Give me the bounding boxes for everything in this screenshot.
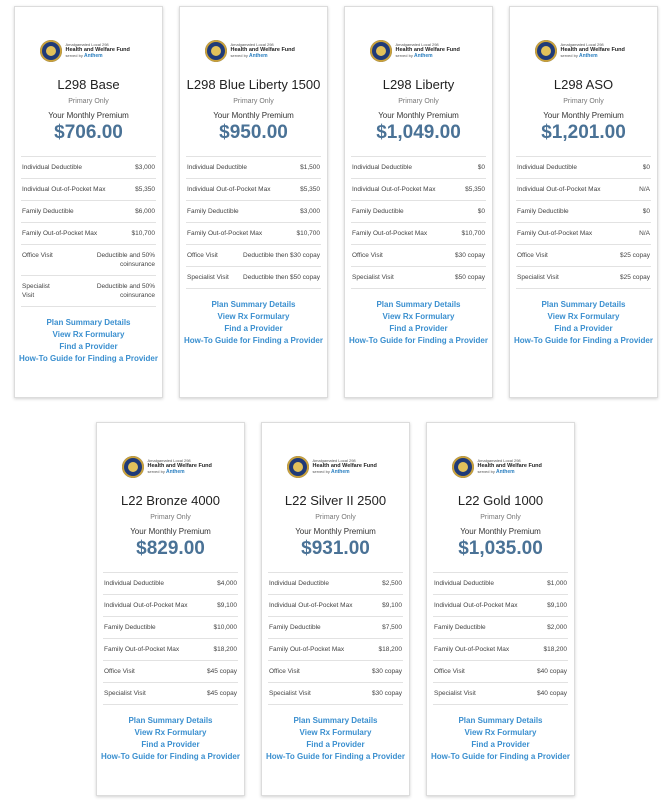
benefit-label: Individual Deductible xyxy=(517,164,577,171)
plan-summary-link[interactable]: Plan Summary Details xyxy=(541,300,626,309)
benefit-row xyxy=(186,267,321,289)
benefit-value: $0 xyxy=(642,164,650,171)
benefit-value: $10,700 xyxy=(461,230,485,237)
fund-logo xyxy=(510,39,657,63)
benefit-label: Individual Deductible xyxy=(352,164,412,171)
plan-name: L298 Liberty xyxy=(382,77,455,92)
plan-summary-link[interactable]: Plan Summary Details xyxy=(211,300,296,309)
benefit-value: $40 copay xyxy=(537,668,567,675)
benefit-row xyxy=(268,595,403,617)
benefit-row xyxy=(186,157,321,179)
premium-amount: $950.00 xyxy=(219,122,288,143)
premium-amount: $706.00 xyxy=(54,122,123,143)
benefit-row xyxy=(268,683,403,705)
find-provider-link[interactable]: Find a Provider xyxy=(59,342,118,351)
logo-line3: served by xyxy=(477,469,495,475)
benefit-value: $4,000 xyxy=(217,580,237,587)
logo-line2: Health and Welfare Fund xyxy=(395,46,460,53)
logo-line2: Health and Welfare Fund xyxy=(477,462,542,469)
benefit-row xyxy=(433,683,568,705)
benefit-table xyxy=(351,156,486,289)
benefit-label: Specialist Visit xyxy=(187,274,229,281)
benefit-label: Office Visit xyxy=(434,668,465,675)
benefit-value: $2,000 xyxy=(547,624,567,631)
benefit-label: Office Visit xyxy=(187,252,218,259)
fund-seal-icon xyxy=(287,456,309,478)
benefit-row xyxy=(516,179,651,201)
plan-summary-link[interactable]: Plan Summary Details xyxy=(293,716,378,725)
plan-name: L298 ASO xyxy=(553,77,614,92)
premium-label: Your Monthly Premium xyxy=(460,527,541,536)
benefit-row xyxy=(103,573,238,595)
benefit-row xyxy=(186,245,321,267)
premium-label: Your Monthly Premium xyxy=(130,527,211,536)
logo-line3: served by xyxy=(560,53,578,59)
benefit-row xyxy=(103,639,238,661)
plan-type: Primary Only xyxy=(68,98,109,105)
benefit-row xyxy=(516,201,651,223)
benefit-row xyxy=(516,245,651,267)
benefit-label: Specialist Visit xyxy=(352,274,394,281)
benefit-value: Deductible then $50 copay xyxy=(243,274,320,281)
benefit-value: $30 copay xyxy=(372,690,402,697)
logo-line1: Amalgamated Local 298 xyxy=(230,41,274,47)
benefit-row xyxy=(351,245,486,267)
logo-line3: served by xyxy=(395,53,413,59)
benefit-row xyxy=(103,617,238,639)
rx-formulary-link[interactable]: View Rx Formulary xyxy=(52,330,125,339)
benefit-label: Individual Deductible xyxy=(269,580,329,587)
plan-card-l298-base xyxy=(14,6,163,398)
benefit-value: $3,000 xyxy=(135,164,155,171)
benefit-row xyxy=(433,595,568,617)
benefit-row xyxy=(21,201,156,223)
rx-formulary-link[interactable]: View Rx Formulary xyxy=(134,728,207,737)
logo-brand: Anthem xyxy=(413,53,433,60)
plan-links xyxy=(514,299,653,347)
fund-logo xyxy=(15,39,162,63)
plan-links xyxy=(19,317,158,365)
benefit-value: $5,350 xyxy=(135,186,155,193)
fund-logo xyxy=(262,455,409,479)
premium-amount: $931.00 xyxy=(301,538,370,559)
plan-card-l298-aso xyxy=(509,6,658,398)
find-provider-link[interactable]: Find a Provider xyxy=(389,324,448,333)
benefit-label: Individual Out-of-Pocket Max xyxy=(517,186,601,193)
benefit-value: Deductible and 50% coinsurance xyxy=(96,252,155,268)
benefit-label: Individual Out-of-Pocket Max xyxy=(104,602,188,609)
benefit-value: $3,000 xyxy=(300,208,320,215)
benefit-value: $30 copay xyxy=(455,252,485,259)
premium-label: Your Monthly Premium xyxy=(378,111,459,120)
benefit-label: Individual Out-of-Pocket Max xyxy=(187,186,271,193)
benefit-label: Specialist Visit xyxy=(517,274,559,281)
plan-summary-link[interactable]: Plan Summary Details xyxy=(128,716,213,725)
benefit-label: Family Out-of-Pocket Max xyxy=(517,230,593,237)
find-provider-link[interactable]: Find a Provider xyxy=(141,740,200,749)
logo-line3: served by xyxy=(65,53,83,59)
benefit-row xyxy=(516,157,651,179)
logo-brand: Anthem xyxy=(165,469,185,476)
fund-seal-icon xyxy=(370,40,392,62)
benefit-value: $45 copay xyxy=(207,690,237,697)
premium-amount: $1,049.00 xyxy=(376,122,461,143)
plan-links xyxy=(431,715,570,763)
plan-summary-link[interactable]: Plan Summary Details xyxy=(376,300,461,309)
logo-line3: served by xyxy=(147,469,165,475)
benefit-row xyxy=(103,661,238,683)
how-to-guide-link[interactable]: How-To Guide for Finding a Provider xyxy=(431,752,570,761)
benefit-label: Specialist Visit xyxy=(434,690,476,697)
benefit-row xyxy=(351,157,486,179)
plan-name: L22 Bronze 4000 xyxy=(120,493,221,508)
benefit-row xyxy=(268,617,403,639)
plan-summary-link[interactable]: Plan Summary Details xyxy=(46,318,131,327)
benefit-value: $0 xyxy=(477,164,485,171)
plan-links xyxy=(184,299,323,347)
how-to-guide-link[interactable]: How-To Guide for Finding a Provider xyxy=(266,752,405,761)
fund-seal-icon xyxy=(122,456,144,478)
benefit-label: Family Out-of-Pocket Max xyxy=(104,646,180,653)
find-provider-link[interactable]: Find a Provider xyxy=(471,740,530,749)
rx-formulary-link[interactable]: View Rx Formulary xyxy=(299,728,372,737)
logo-line2: Health and Welfare Fund xyxy=(312,462,377,469)
fund-seal-icon xyxy=(40,40,62,62)
plan-card-l22-bronze-4000 xyxy=(96,422,245,796)
premium-amount: $1,201.00 xyxy=(541,122,626,143)
benefit-value: $7,500 xyxy=(382,624,402,631)
benefit-label: Family Deductible xyxy=(269,624,321,631)
benefit-value: $1,000 xyxy=(547,580,567,587)
plan-card-l298-blue-liberty-1500 xyxy=(179,6,328,398)
how-to-guide-link[interactable]: How-To Guide for Finding a Provider xyxy=(101,752,240,761)
fund-seal-icon xyxy=(452,456,474,478)
benefit-row xyxy=(516,223,651,245)
benefit-row xyxy=(433,617,568,639)
rx-formulary-link[interactable]: View Rx Formulary xyxy=(217,312,290,321)
benefit-label: Family Deductible xyxy=(434,624,486,631)
benefit-table xyxy=(268,572,403,705)
benefit-label: Individual Out-of-Pocket Max xyxy=(22,186,106,193)
benefit-label: Family Deductible xyxy=(352,208,404,215)
benefit-value: $5,350 xyxy=(300,186,320,193)
premium-label: Your Monthly Premium xyxy=(543,111,624,120)
plan-card-l298-liberty xyxy=(344,6,493,398)
logo-line1: Amalgamated Local 298 xyxy=(560,41,604,47)
benefit-row xyxy=(268,661,403,683)
benefit-row xyxy=(186,223,321,245)
benefit-value: $10,000 xyxy=(213,624,237,631)
logo-brand: Anthem xyxy=(578,53,598,60)
benefit-row xyxy=(186,179,321,201)
how-to-guide-link[interactable]: How-To Guide for Finding a Provider xyxy=(184,336,323,345)
benefit-value: $5,350 xyxy=(465,186,485,193)
benefit-row xyxy=(21,276,156,307)
benefit-label: Family Deductible xyxy=(517,208,569,215)
benefit-value: $10,700 xyxy=(296,230,320,237)
plan-type: Primary Only xyxy=(315,514,356,521)
benefit-row xyxy=(351,223,486,245)
benefit-label: Family Out-of-Pocket Max xyxy=(352,230,428,237)
benefit-value: $0 xyxy=(477,208,485,215)
plan-links xyxy=(349,299,488,347)
benefit-table xyxy=(433,572,568,705)
benefit-row xyxy=(186,201,321,223)
logo-line2: Health and Welfare Fund xyxy=(147,462,212,469)
plan-links xyxy=(101,715,240,763)
premium-label: Your Monthly Premium xyxy=(295,527,376,536)
benefit-value: $25 copay xyxy=(620,252,650,259)
logo-brand: Anthem xyxy=(495,469,515,476)
benefit-label: Office Visit xyxy=(104,668,135,675)
plan-type: Primary Only xyxy=(233,98,274,105)
benefit-row xyxy=(21,223,156,245)
benefit-label: Individual Deductible xyxy=(434,580,494,587)
plan-name: L298 Blue Liberty 1500 xyxy=(186,77,321,92)
benefit-label: Office Visit xyxy=(269,668,300,675)
benefit-label: Family Out-of-Pocket Max xyxy=(269,646,345,653)
how-to-guide-link[interactable]: How-To Guide for Finding a Provider xyxy=(514,336,653,345)
fund-logo xyxy=(345,39,492,63)
benefit-row xyxy=(433,661,568,683)
benefit-table xyxy=(516,156,651,289)
benefit-label: Specialist Visit xyxy=(22,283,50,299)
premium-amount: $829.00 xyxy=(136,538,205,559)
rx-formulary-link[interactable]: View Rx Formulary xyxy=(382,312,455,321)
logo-line3: served by xyxy=(230,53,248,59)
benefit-value: $9,100 xyxy=(382,602,402,609)
logo-line2: Health and Welfare Fund xyxy=(65,46,130,53)
benefit-label: Specialist Visit xyxy=(269,690,311,697)
logo-line2: Health and Welfare Fund xyxy=(230,46,295,53)
benefit-label: Office Visit xyxy=(517,252,548,259)
premium-amount: $1,035.00 xyxy=(458,538,543,559)
benefit-table xyxy=(21,156,156,307)
how-to-guide-link[interactable]: How-To Guide for Finding a Provider xyxy=(349,336,488,345)
premium-label: Your Monthly Premium xyxy=(213,111,294,120)
benefit-value: $25 copay xyxy=(620,274,650,281)
premium-label: Your Monthly Premium xyxy=(48,111,129,120)
benefit-row xyxy=(21,245,156,276)
how-to-guide-link[interactable]: How-To Guide for Finding a Provider xyxy=(19,354,158,363)
rx-formulary-link[interactable]: View Rx Formulary xyxy=(547,312,620,321)
benefit-label: Office Visit xyxy=(22,252,53,259)
benefit-label: Individual Deductible xyxy=(104,580,164,587)
benefit-value: Deductible and 50% coinsurance xyxy=(96,283,155,299)
fund-logo xyxy=(180,39,327,63)
benefit-value: $9,100 xyxy=(547,602,567,609)
benefit-label: Family Deductible xyxy=(22,208,74,215)
benefit-table xyxy=(103,572,238,705)
benefit-row xyxy=(351,201,486,223)
benefit-row xyxy=(351,267,486,289)
fund-logo xyxy=(427,455,574,479)
benefit-row xyxy=(21,179,156,201)
benefit-row xyxy=(21,157,156,179)
benefit-row xyxy=(268,573,403,595)
logo-line3: served by xyxy=(312,469,330,475)
benefit-label: Individual Out-of-Pocket Max xyxy=(434,602,518,609)
plan-name: L22 Gold 1000 xyxy=(457,493,544,508)
benefit-value: $30 copay xyxy=(372,668,402,675)
benefit-label: Individual Out-of-Pocket Max xyxy=(269,602,353,609)
benefit-value: N/A xyxy=(639,230,650,237)
find-provider-link[interactable]: Find a Provider xyxy=(306,740,365,749)
plan-links xyxy=(266,715,405,763)
fund-seal-icon xyxy=(535,40,557,62)
plan-name: L22 Silver II 2500 xyxy=(284,493,387,508)
benefit-row xyxy=(103,683,238,705)
plan-type: Primary Only xyxy=(398,98,439,105)
logo-line2: Health and Welfare Fund xyxy=(560,46,625,53)
benefit-row xyxy=(351,179,486,201)
benefit-value: $18,200 xyxy=(378,646,402,653)
benefit-label: Family Out-of-Pocket Max xyxy=(22,230,98,237)
benefit-label: Family Deductible xyxy=(104,624,156,631)
benefit-row xyxy=(268,639,403,661)
benefit-value: $0 xyxy=(642,208,650,215)
benefit-value: $9,100 xyxy=(217,602,237,609)
benefit-value: $1,500 xyxy=(300,164,320,171)
logo-brand: Anthem xyxy=(330,469,350,476)
benefit-label: Individual Deductible xyxy=(187,164,247,171)
plan-name: L298 Base xyxy=(57,77,120,92)
plan-card-l22-silver-ii-2500 xyxy=(261,422,410,796)
benefit-label: Office Visit xyxy=(352,252,383,259)
benefit-label: Specialist Visit xyxy=(104,690,146,697)
fund-seal-icon xyxy=(205,40,227,62)
find-provider-link[interactable]: Find a Provider xyxy=(224,324,283,333)
fund-logo xyxy=(97,455,244,479)
find-provider-link[interactable]: Find a Provider xyxy=(554,324,613,333)
benefit-value: N/A xyxy=(639,186,650,193)
benefit-value: $10,700 xyxy=(131,230,155,237)
benefit-value: $18,200 xyxy=(213,646,237,653)
logo-line1: Amalgamated Local 298 xyxy=(312,457,356,463)
benefit-row xyxy=(433,573,568,595)
benefit-value: $18,200 xyxy=(543,646,567,653)
benefit-value: $50 copay xyxy=(455,274,485,281)
benefit-row xyxy=(103,595,238,617)
benefit-label: Individual Out-of-Pocket Max xyxy=(352,186,436,193)
rx-formulary-link[interactable]: View Rx Formulary xyxy=(464,728,537,737)
benefit-label: Family Deductible xyxy=(187,208,239,215)
plan-card-l22-gold-1000 xyxy=(426,422,575,796)
logo-brand: Anthem xyxy=(248,53,268,60)
plan-type: Primary Only xyxy=(480,514,521,521)
benefit-value: $45 copay xyxy=(207,668,237,675)
benefit-row xyxy=(433,639,568,661)
benefit-value: $2,500 xyxy=(382,580,402,587)
logo-line1: Amalgamated Local 298 xyxy=(147,457,191,463)
benefit-label: Family Out-of-Pocket Max xyxy=(434,646,510,653)
benefit-table xyxy=(186,156,321,289)
plan-type: Primary Only xyxy=(563,98,604,105)
plan-summary-link[interactable]: Plan Summary Details xyxy=(458,716,543,725)
benefit-value: $6,000 xyxy=(135,208,155,215)
logo-line1: Amalgamated Local 298 xyxy=(395,41,439,47)
logo-line1: Amalgamated Local 298 xyxy=(65,41,109,47)
benefit-label: Family Out-of-Pocket Max xyxy=(187,230,263,237)
plan-type: Primary Only xyxy=(150,514,191,521)
logo-line1: Amalgamated Local 298 xyxy=(477,457,521,463)
benefit-label: Individual Deductible xyxy=(22,164,82,171)
benefit-value: Deductible then $30 copay xyxy=(243,252,320,259)
logo-brand: Anthem xyxy=(83,53,103,60)
benefit-value: $40 copay xyxy=(537,690,567,697)
benefit-row xyxy=(516,267,651,289)
